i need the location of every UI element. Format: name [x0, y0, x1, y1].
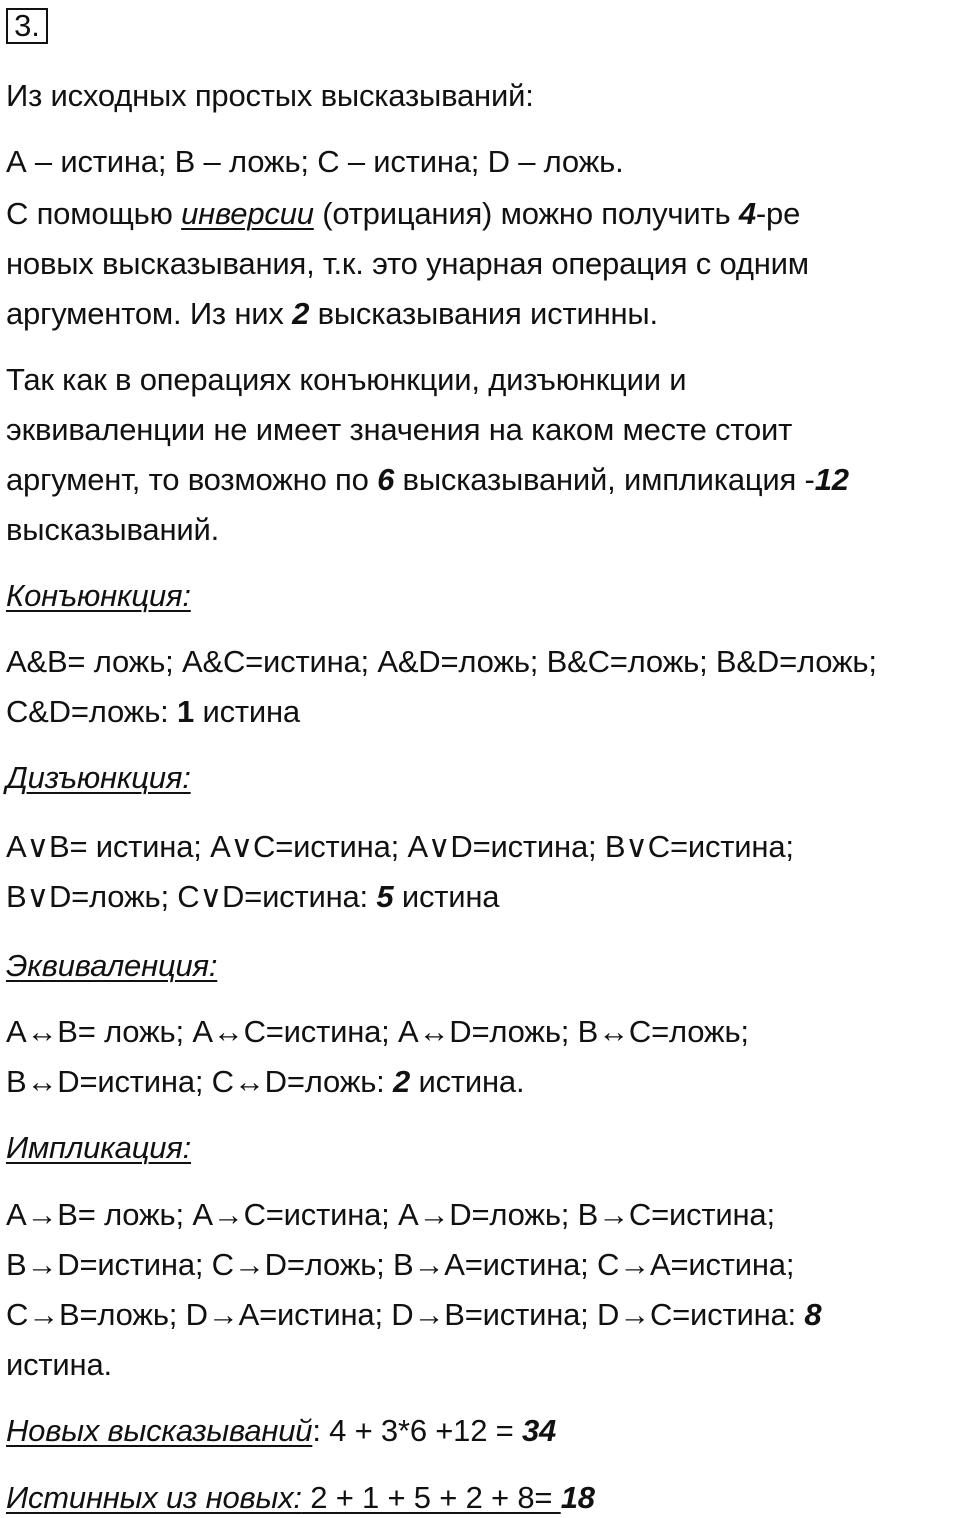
implication-true-count: 8: [804, 1297, 822, 1332]
text: -ре: [755, 196, 801, 231]
values-line: А – истина; В – ложь; С – истина; D – ложь.: [6, 144, 624, 179]
total-new-result: 34: [522, 1413, 557, 1448]
equivalence-true-count: 2: [393, 1064, 411, 1099]
conjunction-line-2: [6, 692, 300, 732]
commutative-line-4: высказываний.: [6, 512, 220, 547]
text: аргументом. Из них: [6, 296, 293, 331]
total-true-result: 18: [560, 1480, 595, 1515]
inversion-line-3: [6, 294, 658, 334]
implication-heading: Импликация:: [6, 1130, 192, 1165]
conjunction-line-1: А&B= ложь; А&C=истина; А&D=ложь; B&C=ложь; B&D=ложь;: [6, 644, 877, 679]
total-new-expression: : 4 + 3*6 +12 =: [312, 1413, 522, 1448]
implication-count: 12: [814, 462, 849, 497]
text: истина: [194, 694, 300, 729]
text: (отрицания) можно получить: [313, 196, 739, 231]
equivalence-line-1: А↔B= ложь; А↔C=истина; А↔D=ложь; B↔C=ложь;: [6, 1014, 749, 1049]
inversion-term: инверсии: [181, 196, 314, 231]
total-true-label: Истинных из новых:: [6, 1480, 302, 1515]
inversion-line-2: новых высказывания, т.к. это унарная операция с одним: [6, 246, 809, 281]
equivalence-heading: Эквиваленция:: [6, 948, 218, 983]
text: C→B=ложь; D→A=истина; D→B=истина; D→C=истина:: [6, 1297, 805, 1332]
text: высказывания истинны.: [309, 296, 658, 331]
inversion-count: 4: [738, 196, 756, 231]
text: C&D=ложь:: [6, 694, 177, 729]
disjunction-heading: Дизъюнкция:: [6, 760, 191, 795]
inversion-line-1: [6, 194, 800, 234]
inversion-true-count: 2: [292, 296, 310, 331]
commutative-line-3: [6, 460, 849, 500]
text: высказываний, импликация -: [394, 462, 815, 497]
text: B↔D=истина; C↔D=ложь:: [6, 1064, 394, 1099]
intro-line: Из исходных простых высказываний:: [6, 78, 534, 113]
commutative-line-1: Так как в операциях конъюнкции, дизъюнкции и: [6, 362, 687, 397]
implication-line-1: А→B= ложь; А→C=истина; А→D=ложь; B→C=истина;: [6, 1197, 775, 1232]
disjunction-true-count: 5: [376, 879, 394, 914]
implication-line-3: [6, 1295, 821, 1335]
total-new-line: [6, 1411, 556, 1451]
total-true-expression: 2 + 1 + 5 + 2 + 8=: [301, 1480, 561, 1515]
total-new-label: Новых высказываний: [6, 1413, 313, 1448]
task-number-box: [6, 8, 48, 44]
implication-line-2: B→D=истина; C→D=ложь; B→A=истина; C→A=истина;: [6, 1247, 795, 1282]
commutative-count: 6: [377, 462, 395, 497]
disjunction-line-1: А∨B= истина; А∨C=истина; А∨D=истина; B∨C=истина;: [6, 829, 794, 864]
text: истина: [393, 879, 500, 914]
conjunction-heading: Конъюнкция:: [6, 578, 191, 613]
disjunction-line-2: [6, 877, 499, 917]
equivalence-line-2: [6, 1062, 524, 1102]
text: истина.: [410, 1064, 525, 1099]
task-number: 3.: [14, 8, 40, 43]
conjunction-true-count: 1: [177, 694, 195, 729]
total-true-line: [6, 1478, 595, 1518]
text: С помощью: [6, 196, 182, 231]
commutative-line-2: эквиваленции не имеет значения на каком месте стоит: [6, 412, 793, 447]
text: B∨D=ложь; C∨D=истина:: [6, 879, 377, 914]
text: аргумент, то возможно по: [6, 462, 378, 497]
implication-line-4: истина.: [6, 1347, 112, 1382]
